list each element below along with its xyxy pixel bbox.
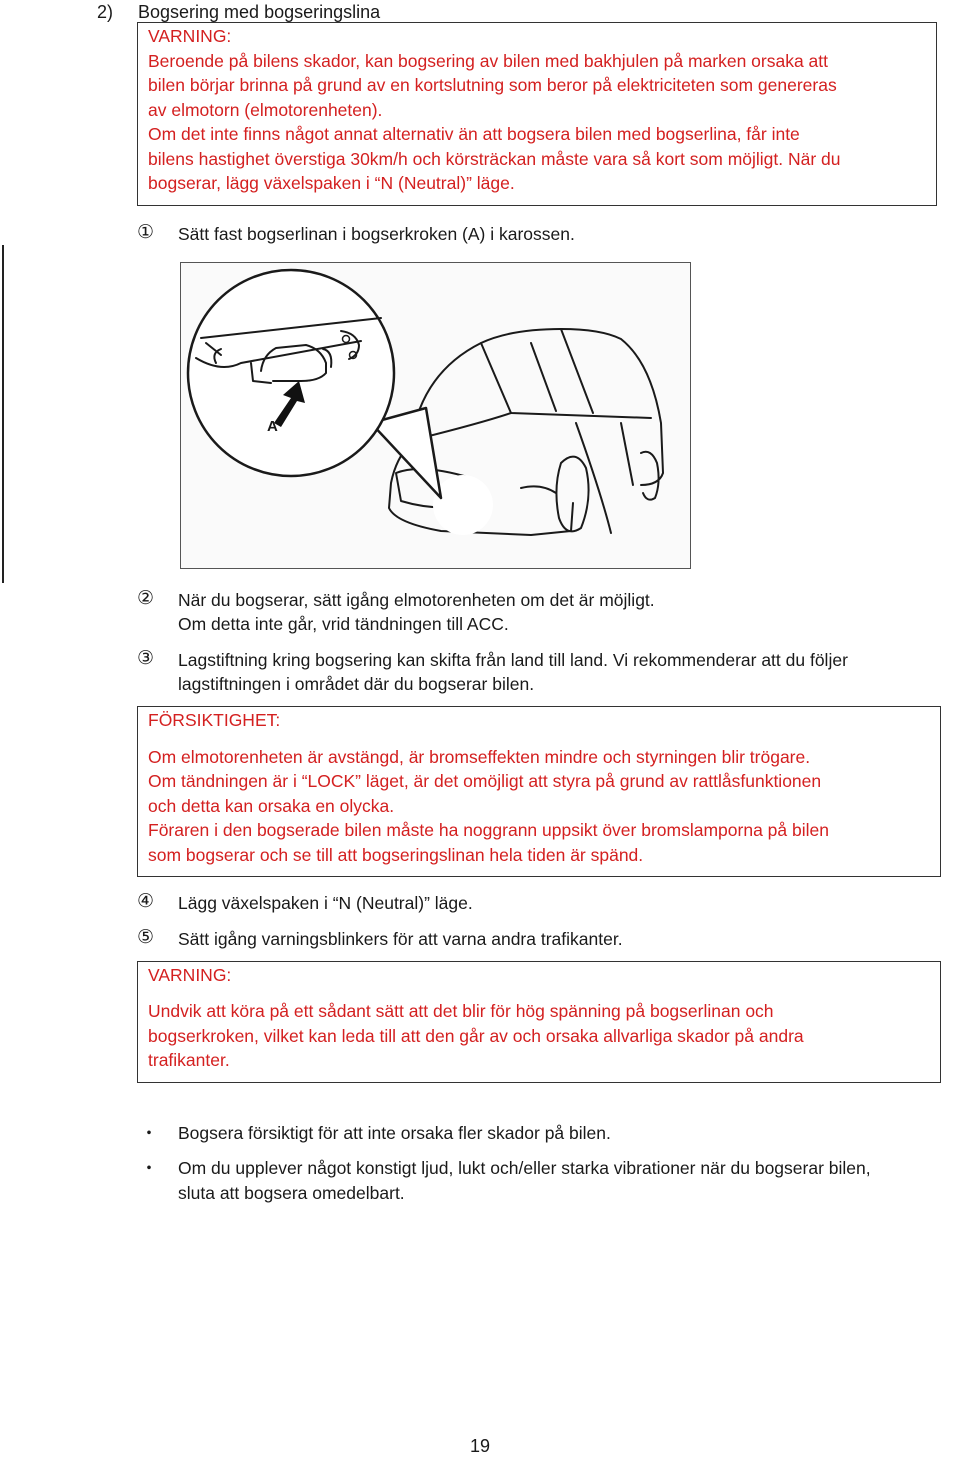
caution-text-line: Om elmotorenheten är avstängd, är bromseffekten mindre och styrningen blir trögare. <box>148 747 811 767</box>
bullet-text: Om du upplever något konstigt ljud, lukt och/eller starka vibrationer när du bogserar bilen, <box>178 1158 871 1178</box>
caution-text-line: och detta kan orsaka en olycka. <box>148 796 395 816</box>
step-marker: ④ <box>137 891 155 912</box>
warning-text-line: bilens hastighet överstiga 30km/h och körsträckan måste vara så kort som möjligt. När du <box>148 149 841 169</box>
step-text: lagstiftningen i området där du bogserar bilen. <box>178 674 535 694</box>
step-text: Sätt fast bogserlinan i bogserkroken (A) i karossen. <box>178 224 575 244</box>
warning-box-1 <box>137 22 937 206</box>
warning-text-line: Beroende på bilens skador, kan bogsering av bilen med bakhjulen på marken orsaka att <box>148 51 829 71</box>
car-tow-hook-drawing <box>181 263 689 567</box>
warning-label: VARNING: <box>148 965 232 985</box>
margin-change-bar <box>2 245 4 583</box>
step-marker: ③ <box>137 648 155 669</box>
caution-label: FÖRSIKTIGHET: <box>148 710 281 730</box>
step-marker: ⑤ <box>137 927 155 948</box>
warning-text-line: bogserkroken, vilket kan leda till att den går av och orsaka allvarliga skador på andra <box>148 1026 804 1046</box>
bullet-text: Bogsera försiktigt för att inte orsaka fler skador på bilen. <box>178 1123 611 1143</box>
section-number: 2) <box>97 2 114 22</box>
warning-text-line: trafikanter. <box>148 1050 230 1070</box>
section-title: Bogsering med bogseringslina <box>138 2 381 22</box>
warning-text-line: bogserar, lägg växelspaken i “N (Neutral)” läge. <box>148 173 515 193</box>
step-text: Om detta inte går, vrid tändningen till ACC. <box>178 614 509 634</box>
warning-text-line: Om det inte finns något annat alternativ än att bogsera bilen med bogserlina, får inte <box>148 124 800 144</box>
page-number: 19 <box>469 1436 491 1456</box>
step-marker: ① <box>137 222 155 243</box>
step-text: Lägg växelspaken i “N (Neutral)” läge. <box>178 893 473 913</box>
callout-label-a: A <box>267 418 278 435</box>
caution-box <box>137 706 941 877</box>
step-text: Lagstiftning kring bogsering kan skifta från land till land. Vi rekommenderar att du följer <box>178 650 848 670</box>
caution-text-line: Föraren i den bogserade bilen måste ha noggrann uppsikt över bromslamporna på bilen <box>148 820 829 840</box>
bullet-marker: ・ <box>139 1123 159 1145</box>
caution-text-line: Om tändningen är i “LOCK” läget, är det omöjligt att styra på grund av rattlåsfunktionen <box>148 771 822 791</box>
warning-text-line: av elmotorn (elmotorenheten). <box>148 100 383 120</box>
warning-label: VARNING: <box>148 26 232 46</box>
tow-hook-illustration <box>180 262 691 569</box>
caution-text-line: som bogserar och se till att bogseringslinan hela tiden är spänd. <box>148 845 644 865</box>
step-text: Sätt igång varningsblinkers för att varna andra trafikanter. <box>178 929 623 949</box>
warning-box-2 <box>137 961 941 1083</box>
warning-text-line: Undvik att köra på ett sådant sätt att det blir för hög spänning på bogserlinan och <box>148 1001 774 1021</box>
step-text: När du bogserar, sätt igång elmotorenheten om det är möjligt. <box>178 590 655 610</box>
warning-text-line: bilen börjar brinna på grund av en kortslutning som beror på elektriciteten som genereras <box>148 75 837 95</box>
bullet-text: sluta att bogsera omedelbart. <box>178 1183 405 1203</box>
step-marker: ② <box>137 588 155 609</box>
bullet-marker: ・ <box>139 1158 159 1180</box>
